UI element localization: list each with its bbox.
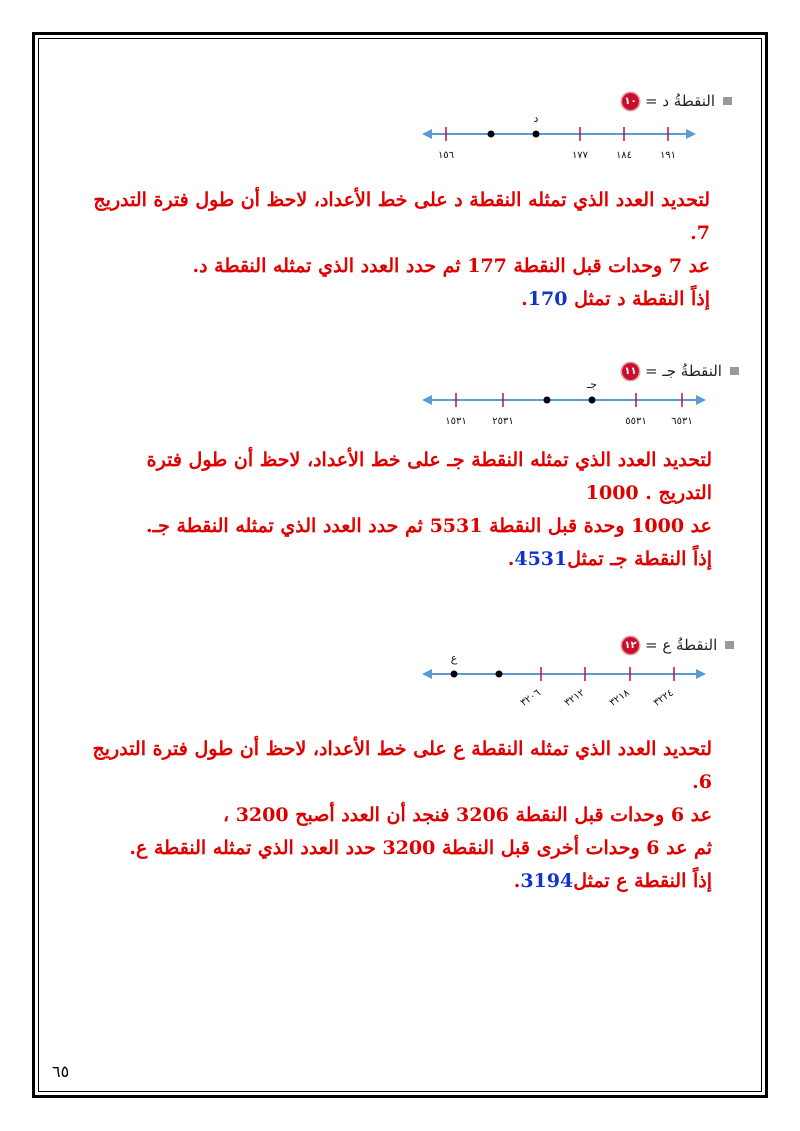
solution-line: عد 6 وحدات قبل النقطة 3206 فنجد أن العدد أصبح 3200 ، bbox=[222, 804, 712, 826]
solution-line: عد 1000 وحدة قبل النقطة 5531 ثم حدد العدد الذي تمثله النقطة جـ. bbox=[145, 515, 712, 537]
answer-value: 4531 bbox=[514, 548, 568, 570]
tick-label: ١٧٧ bbox=[571, 150, 589, 161]
answer-suffix: . bbox=[513, 870, 521, 892]
answer-box-icon bbox=[730, 367, 739, 375]
tick-label: ٥٥٣١ bbox=[625, 416, 647, 427]
answer-line bbox=[100, 543, 712, 576]
point-label: جـ bbox=[586, 380, 598, 391]
answer-suffix: . bbox=[521, 288, 528, 310]
problem-number-badge: ١٠ bbox=[622, 93, 639, 110]
answer-box-icon bbox=[725, 641, 734, 649]
tick-label: ٣٢١٨ bbox=[607, 687, 632, 709]
number-line-11 bbox=[420, 380, 710, 432]
number-line-10 bbox=[420, 112, 700, 164]
problem-label: النقطةُ ع = bbox=[645, 636, 718, 654]
page-number: ٦٥ bbox=[52, 1062, 70, 1081]
problem-number-badge: ١٢ bbox=[622, 637, 639, 654]
point-label: ع bbox=[450, 652, 458, 665]
problem-label: النقطةُ د = bbox=[645, 92, 715, 110]
number-line-12 bbox=[420, 650, 710, 720]
solution-line: لتحديد العدد الذي تمثله النقطة جـ على خط الأعداد، لاحظ أن طول فترة التدريج . 1000 bbox=[146, 449, 712, 504]
answer-value: 3194 bbox=[520, 870, 574, 892]
problem-10-header bbox=[622, 92, 732, 110]
tick-label: ٣٢١٢ bbox=[562, 687, 587, 709]
answer-value: 170 bbox=[527, 288, 568, 310]
answer-line bbox=[90, 283, 710, 316]
answer-suffix: . bbox=[507, 548, 515, 570]
solution-line: لتحديد العدد الذي تمثله النقطة ع على خط الأعداد، لاحظ أن طول فترة التدريج 6. bbox=[92, 738, 712, 793]
solution-12 bbox=[80, 733, 712, 898]
solution-line: لتحديد العدد الذي تمثله النقطة د على خط الأعداد، لاحظ أن طول فترة التدريج 7. bbox=[93, 189, 710, 244]
solution-11 bbox=[100, 444, 712, 576]
tick-label: ١٨٤ bbox=[615, 150, 633, 161]
tick-label: ١٥٦ bbox=[437, 150, 455, 161]
tick-label: ٣٢٠٦ bbox=[518, 687, 543, 709]
point-label: د bbox=[533, 112, 539, 125]
answer-box-icon bbox=[723, 97, 732, 105]
tick-label: ٢٥٣١ bbox=[492, 416, 514, 427]
solution-line: عد 7 وحدات قبل النقطة 177 ثم حدد العدد الذي تمثله النقطة د. bbox=[192, 255, 710, 277]
problem-11-header bbox=[622, 362, 739, 380]
answer-prefix: إذاً النقطة د تمثل bbox=[567, 288, 710, 310]
tick-label: ١٥٣١ bbox=[445, 416, 467, 427]
tick-label: ٦٥٣١ bbox=[671, 416, 693, 427]
problem-number-badge: ١١ bbox=[622, 363, 639, 380]
answer-prefix: إذاً النقطة جـ تمثل bbox=[567, 548, 712, 570]
answer-prefix: إذاً النقطة ع تمثل bbox=[573, 870, 712, 892]
problem-label: النقطةُ جـ = bbox=[645, 362, 722, 380]
tick-label: ١٩١ bbox=[659, 150, 677, 161]
answer-line bbox=[80, 865, 712, 898]
solution-10 bbox=[90, 184, 710, 316]
tick-label: ٣٢٢٤ bbox=[651, 687, 676, 709]
solution-line: ثم عد 6 وحدات أخرى قبل النقطة 3200 حدد العدد الذي تمثله النقطة ع. bbox=[129, 837, 712, 859]
